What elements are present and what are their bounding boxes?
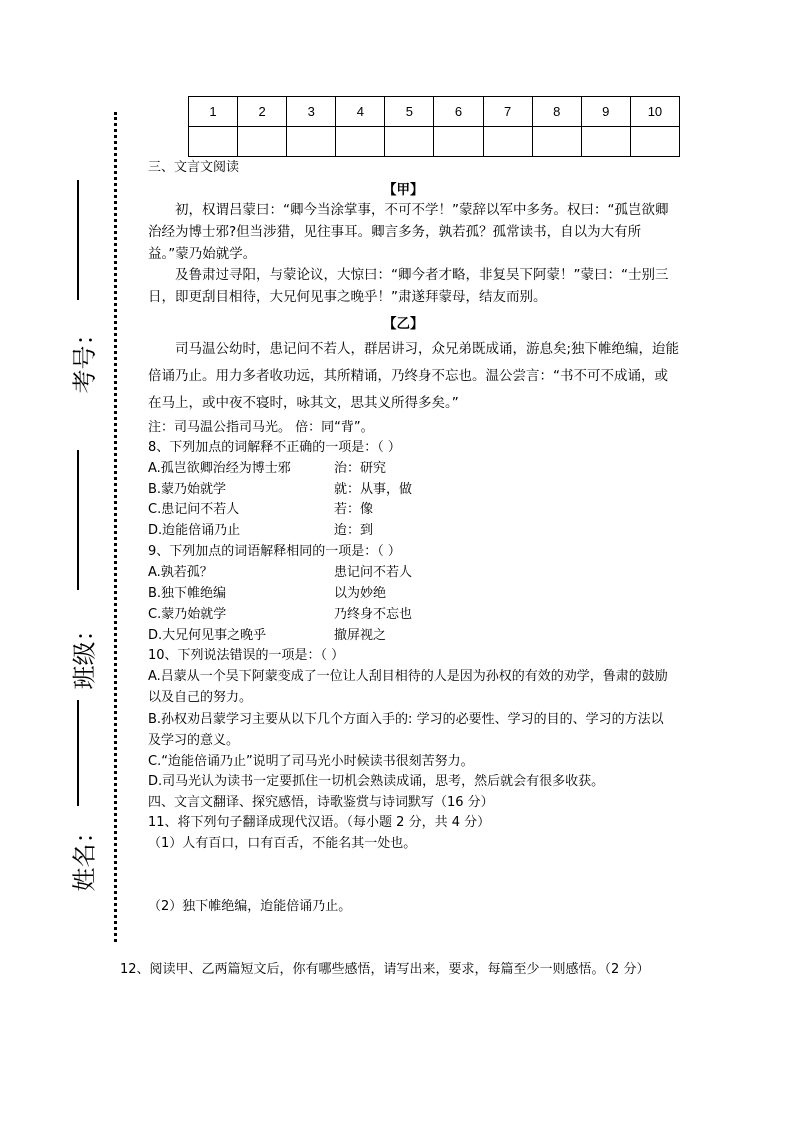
q9-option-b-pair: 以为妙绝	[334, 586, 387, 601]
q10-option-d: D.司马光认为读书一定要抓住一切机会熟读成诵，思考，然后就会有很多收获。	[148, 774, 605, 789]
passage-yi-paragraph: 司马温公幼时，患记问不若人，群居讲习，众兄弟既成诵，游息矣;独下帷绝编，迨能倍诵乃止。用力多者收功远，其所精诵，乃终身不忘也。温公尝言：“书不可不成诵，或在马上，或中夜不寝时，咏其文，思其义所得多矣。”	[148, 341, 680, 411]
exam-no-write-line[interactable]	[77, 180, 79, 300]
passage-jia-heading: 【甲】	[383, 182, 424, 198]
q9-option-d: D.大兄何见事之晚乎	[148, 628, 267, 643]
q9-option-d-pair: 撤屏视之	[334, 628, 387, 643]
q8-option-d: D.迨能倍诵乃止	[148, 523, 241, 538]
binding-dotted-line	[114, 112, 117, 942]
q9-option-a-pair: 患记问不若人	[334, 565, 413, 580]
q8-option-d-gloss: 迨：到	[334, 523, 374, 538]
answer-number: 4	[336, 97, 385, 127]
answer-number: 1	[189, 97, 238, 127]
class-write-line[interactable]	[77, 450, 79, 590]
answer-cell[interactable]	[532, 127, 581, 157]
q8-option-c-gloss: 若：像	[334, 502, 374, 517]
q8-option-a: A.孤岂欲卿治经为博士邪	[148, 461, 291, 476]
q9-option-b: B.独下帷绝编	[148, 586, 227, 601]
answer-number: 2	[238, 97, 287, 127]
answer-number: 10	[630, 97, 679, 127]
exam-no-label: 考号：	[70, 321, 99, 394]
q12-stem: 12、阅读甲、乙两篇短文后，你有哪些感悟，请写出来，要求，每篇至少一则感悟。（2 分）	[120, 962, 650, 977]
answer-cell[interactable]	[287, 127, 336, 157]
answer-cell[interactable]	[434, 127, 483, 157]
q11-sentence-2: （2）独下帷绝编，迨能倍诵乃止。	[148, 899, 352, 914]
q9-option-c: C.蒙乃始就学	[148, 607, 227, 622]
q11-stem: 11、将下列句子翻译成现代汉语。（每小题 2 分，共 4 分）	[148, 815, 491, 830]
name-label: 姓名：	[70, 819, 99, 892]
q10-option-c: C.“迨能倍诵乃止”说明了司马光小时候读书很刻苦努力。	[148, 754, 474, 769]
answer-number: 5	[385, 97, 434, 127]
name-write-line[interactable]	[77, 700, 79, 806]
q9-option-a: A.孰若孤？	[148, 565, 213, 580]
answer-table	[188, 96, 680, 157]
passage-jia-paragraph-2: 及鲁肃过寻阳，与蒙论议，大惊曰：“卿今者才略，非复吴下阿蒙！”蒙曰：“士别三日，即更刮目相待，大兄何见事之晚乎！”肃遂拜蒙母，结友而别。	[148, 267, 669, 305]
passage-note: 注：司马温公指司马光。 倍：同“背”。	[148, 420, 374, 435]
q8-option-b-gloss: 就：从事，做	[334, 482, 413, 497]
answer-table-blank-row	[189, 127, 680, 157]
q8-option-c: C.患记问不若人	[148, 502, 240, 517]
section4-title: 四、文言文翻译、探究感悟，诗歌鉴赏与诗词默写（16 分）	[148, 795, 494, 810]
answer-cell[interactable]	[189, 127, 238, 157]
answer-cell[interactable]	[238, 127, 287, 157]
answer-cell[interactable]	[630, 127, 679, 157]
answer-table-number-row	[189, 97, 680, 127]
q9-stem: 9、下列加点的词语解释相同的一项是：（ ）	[148, 544, 401, 559]
q8-stem: 8、下列加点的词解释不正确的一项是：（ ）	[148, 440, 401, 455]
section3-title: 三、文言文阅读	[148, 160, 240, 175]
q8-option-a-gloss: 治：研究	[334, 461, 387, 476]
answer-cell[interactable]	[336, 127, 385, 157]
passage-yi-heading: 【乙】	[383, 316, 424, 332]
answer-cell[interactable]	[385, 127, 434, 157]
answer-number: 6	[434, 97, 483, 127]
q10-option-b: B.孙权劝吕蒙学习主要从以下几个方面入手的: 学习的必要性、学习的目的、学习的方法以及学习的意义。	[148, 712, 664, 748]
answer-number: 3	[287, 97, 336, 127]
q9-option-c-pair: 乃终身不忘也	[334, 607, 413, 622]
answer-number: 9	[581, 97, 630, 127]
answer-number: 7	[483, 97, 532, 127]
answer-number: 8	[532, 97, 581, 127]
answer-cell[interactable]	[581, 127, 630, 157]
q10-stem: 10、下列说法错误的一项是：（ ）	[148, 648, 345, 663]
q11-sentence-1: （1）人有百口，口有百舌，不能名其一处也。	[148, 836, 417, 851]
q8-option-b: B.蒙乃始就学	[148, 482, 227, 497]
q10-option-a: A.吕蒙从一个吴下阿蒙变成了一位让人刮目相待的人是因为孙权的有效的劝学，鲁肃的鼓励以及自己的努力。	[148, 669, 668, 705]
passage-jia-paragraph-1: 初，权谓吕蒙曰：“卿今当涂掌事，不可不学！”蒙辞以军中多务。权曰：“孤岂欲卿治经为博士邪?但当涉猎，见往事耳。卿言多务，孰若孤？孤常读书，自以为大有所益。”蒙乃始就学。	[148, 202, 669, 262]
answer-cell[interactable]	[483, 127, 532, 157]
class-label: 班级：	[70, 617, 99, 690]
